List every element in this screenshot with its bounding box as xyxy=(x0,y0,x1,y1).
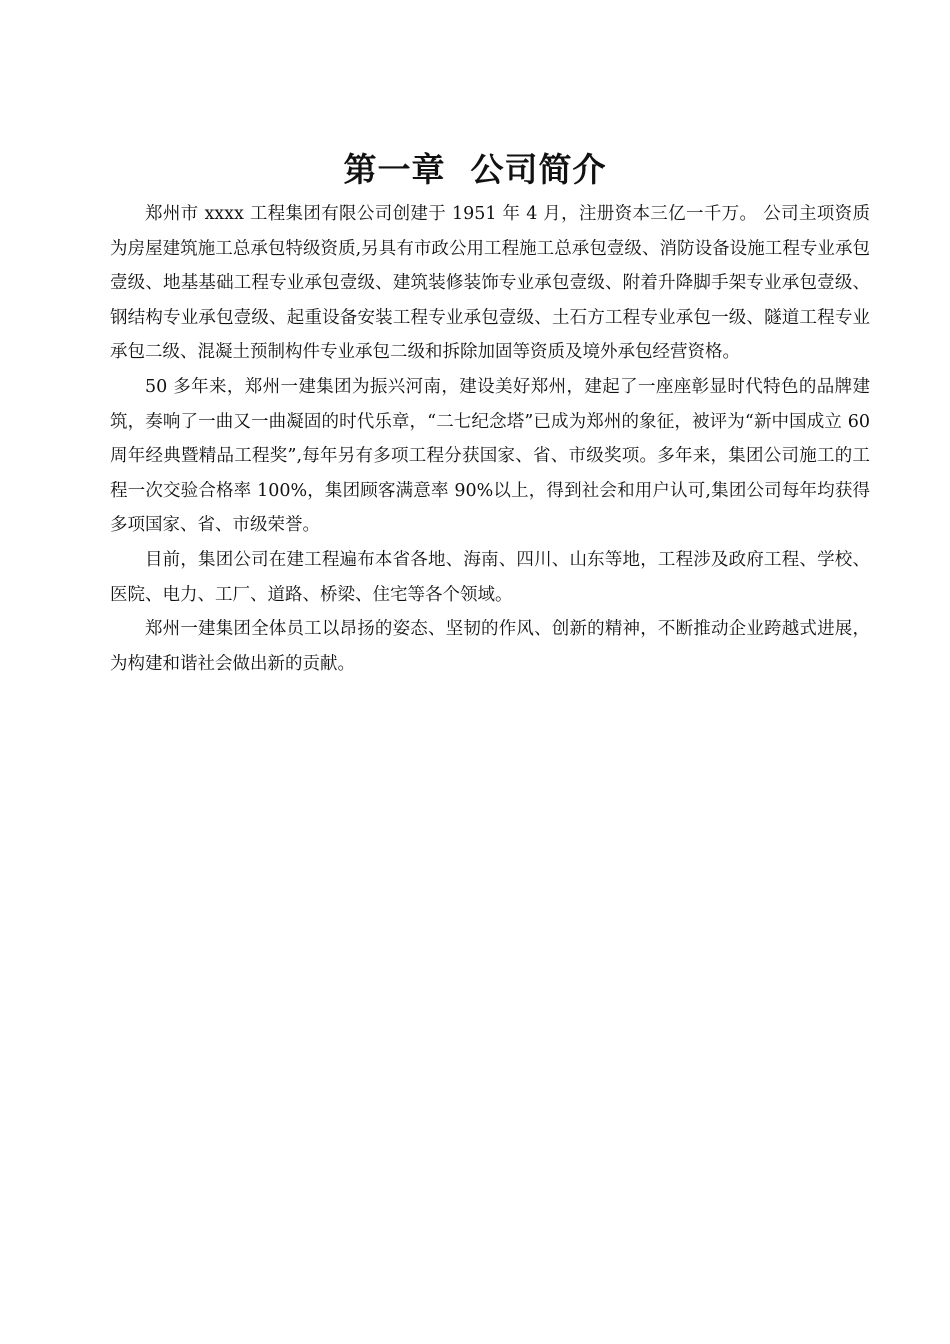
paragraph-history-achievements: 50 多年来，郑州一建集团为振兴河南，建设美好郑州，建起了一座座彰显时代特色的品牌建筑，奏响了一曲又一曲凝固的时代乐章，“二七纪念塔”已成为郑州的象征，被评为“新中国成立 60 周年经典暨精品工程奖”,每年另有多项工程分获国家、省、市级奖项。多年来，集团公司施工的工程一次交验合格率 100%，集团顾客满意率 90%以上，得到社会和用户认可,集团公司每年均获得多项国家、省、市级荣誉。 xyxy=(110,376,870,536)
chapter-title: 第一章 公司简介 xyxy=(343,150,607,190)
paragraph-company-overview: 郑州市 xxxx 工程集团有限公司创建于 1951 年 4 月，注册资本三亿一千万。 公司主项资质为房屋建筑施工总承包特级资质,另具有市政公用工程施工总承包壹级、消防设备设施工程专业承包壹级、地基基础工程专业承包壹级、建筑装修装饰专业承包壹级、附着升降脚手架专业承包壹级、钢结构专业承包壹级、起重设备安装工程专业承包壹级、土石方工程专业承包一级、隧道工程专业承包二级、混凝土预制构件专业承包二级和拆除加固等资质及境外承包经营资格。 xyxy=(110,204,870,363)
document-body xyxy=(110,197,870,681)
paragraph-staff-commitment: 郑州一建集团全体员工以昂扬的姿态、坚韧的作风、创新的精神，不断推动企业跨越式进展，为构建和谐社会做出新的贡献。 xyxy=(110,619,870,674)
paragraph-current-projects: 目前，集团公司在建工程遍布本省各地、海南、四川、山东等地，工程涉及政府工程、学校、医院、电力、工厂、道路、桥梁、住宅等各个领域。 xyxy=(110,549,870,605)
